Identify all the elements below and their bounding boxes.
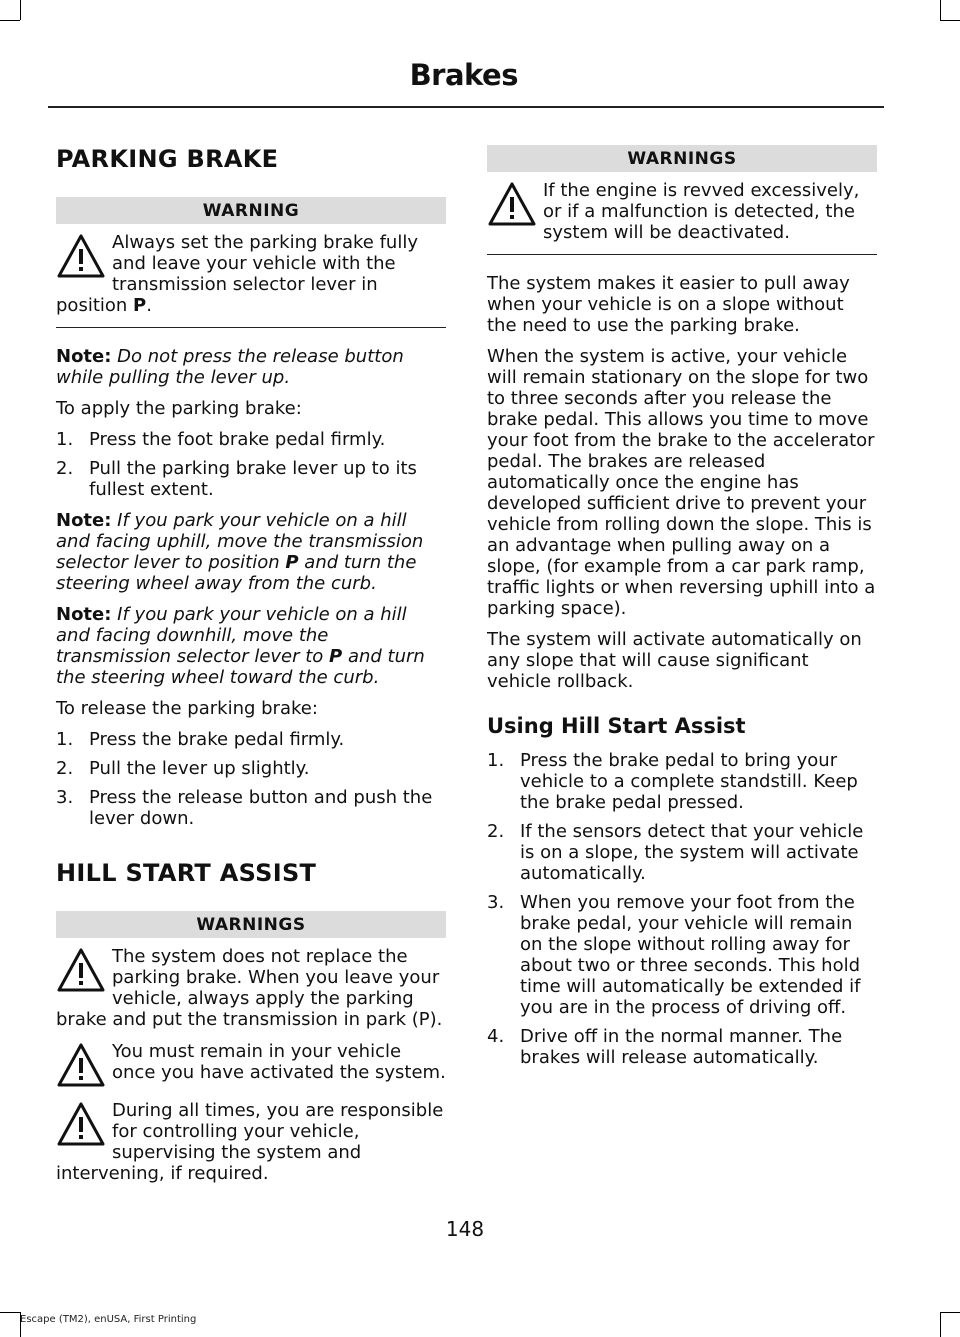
warning-item: If the engine is revved excessively, or if a malfunction is detected, the system will be deactivated. <box>487 180 877 243</box>
crop-mark <box>20 0 21 20</box>
release-steps <box>56 729 446 829</box>
warning-divider <box>487 254 877 255</box>
list-item: 1. Press the brake pedal to bring your vehicle to a complete standstill. Keep the brake pedal pressed. <box>487 750 858 813</box>
list-item: 2. Pull the parking brake lever up to its fullest extent. <box>56 458 417 500</box>
note: Note: If you park your vehicle on a hill and facing uphill, move the transmission selector lever to position P and turn the steering wheel away from the curb. <box>56 510 424 594</box>
warning-triangle-icon <box>56 1041 106 1089</box>
list-item: 1. Press the brake pedal firmly. <box>56 729 345 750</box>
list-item: 3. Press the release button and push the lever down. <box>56 787 433 829</box>
paragraph: The system makes it easier to pull away when your vehicle is on a slope without the need to use the parking brake. <box>487 273 850 336</box>
warnings-title: WARNINGS <box>56 911 446 938</box>
warning-item: During all times, you are responsible for controlling your vehicle, supervising the system and intervening, if required. <box>56 1100 444 1184</box>
warning-triangle-icon <box>487 180 537 228</box>
paragraph: When the system is active, your vehicle will remain stationary on the slope for two to three seconds after you release the brake pedal. This allows you time to move your foot from the brake to the accelerator pedal. The brakes are released automatically once the engine has developed sufficient drive to prevent your vehicle from rolling down the slope. This is an advantage when pulling away on a slope, (for example from a car park ramp, traffic lights or when reversing uphill into a parking space). <box>487 346 876 619</box>
warnings-title: WARNINGS <box>487 145 877 172</box>
crop-mark <box>0 1312 20 1313</box>
list-item: 4. Drive off in the normal manner. The brakes will release automatically. <box>487 1026 843 1068</box>
crop-mark <box>940 1312 941 1337</box>
page-number: 148 <box>445 1217 485 1241</box>
warnings-block <box>487 145 877 255</box>
list-item: 2. If the sensors detect that your vehicle is on a slope, the system will activate automatically. <box>487 821 864 884</box>
list-item: 2. Pull the lever up slightly. <box>56 758 310 779</box>
warning-triangle-icon <box>56 232 106 280</box>
list-item: 3. When you remove your foot from the brake pedal, your vehicle will remain on the slope without rolling away for about two or three seconds. This hold time will automatically be extended if you are in the process of driving off. <box>487 892 861 1018</box>
crop-mark <box>940 1312 960 1313</box>
page-title: Brakes <box>409 58 518 92</box>
warning-triangle-icon <box>56 946 106 994</box>
warning-item: The system does not replace the parking brake. When you leave your vehicle, always apply the parking brake and put the transmission in park (P). <box>56 946 443 1030</box>
right-column <box>487 145 877 1078</box>
warning-block <box>56 197 446 328</box>
warning-item: Always set the parking brake fully and leave your vehicle with the transmission selector lever in position P. <box>56 232 418 316</box>
list-item: 1. Press the foot brake pedal firmly. <box>56 429 386 450</box>
note: Note: Do not press the release button while pulling the lever up. <box>56 346 404 388</box>
paragraph: The system will activate automatically on any slope that will cause significant vehicle rollback. <box>487 629 862 692</box>
warning-divider <box>56 327 446 328</box>
crop-mark <box>940 0 941 20</box>
release-intro: To release the parking brake: <box>56 698 318 719</box>
sub-heading-using-hill-start-assist: Using Hill Start Assist <box>487 714 746 738</box>
warning-triangle-icon <box>56 1100 106 1148</box>
section-heading-parking-brake: PARKING BRAKE <box>56 145 279 173</box>
footer-text: Escape (TM2), enUSA, First Printing <box>20 1314 197 1325</box>
warning-item: You must remain in your vehicle once you have activated the system. <box>56 1041 446 1089</box>
note: Note: If you park your vehicle on a hill and facing downhill, move the transmission selector lever to P and turn the steering wheel toward the curb. <box>56 604 425 688</box>
section-heading-hill-start-assist: HILL START ASSIST <box>56 859 317 887</box>
apply-intro: To apply the parking brake: <box>56 398 302 419</box>
header-divider <box>48 106 884 108</box>
using-steps <box>487 750 877 1068</box>
apply-steps <box>56 429 446 500</box>
crop-mark <box>0 20 20 21</box>
crop-mark <box>940 20 960 21</box>
warning-title: WARNING <box>56 197 446 224</box>
warnings-block <box>56 911 446 1184</box>
left-column <box>56 145 446 1195</box>
